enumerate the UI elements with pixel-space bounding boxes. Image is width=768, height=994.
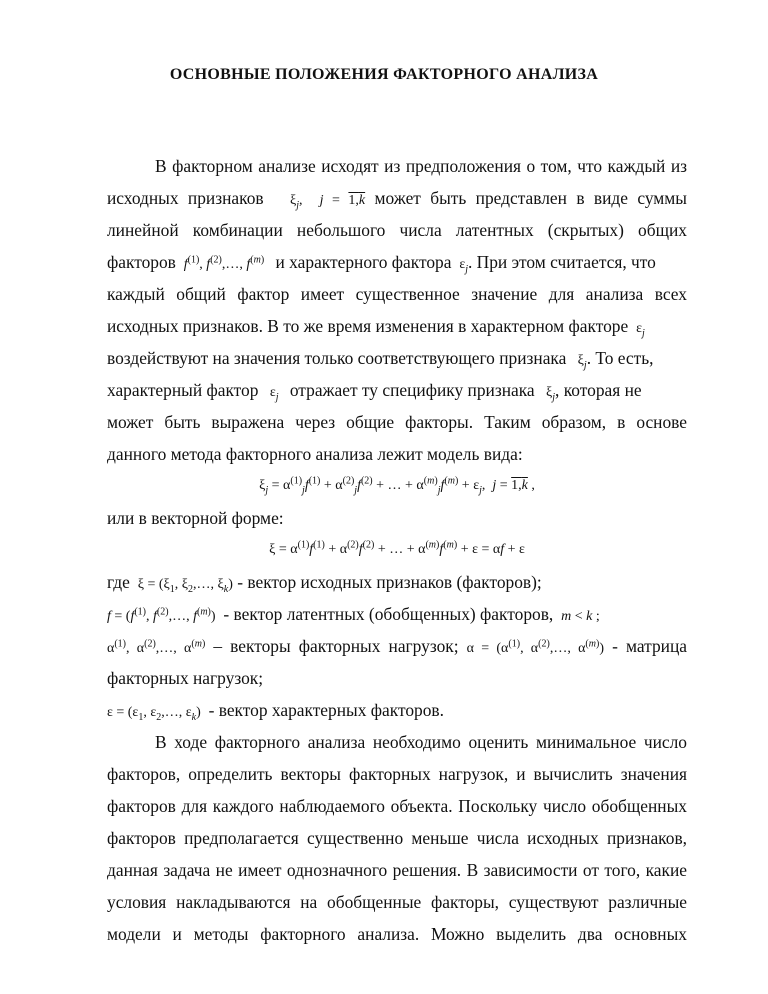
formula: $\alpha^{(1)}$, $\alpha^{(2)},\dots$, $\alpha^{(m)}$ (107, 638, 206, 656)
text-line: может быть выражена через общие факторы. Таким образом, в основе (107, 412, 687, 432)
text-fragment: исходных признаков (107, 188, 264, 208)
formula: $\xi_j$, j = 1,k (272, 193, 366, 211)
formula: $\varepsilon_j$ (632, 321, 645, 339)
formula: $\xi_j$ (570, 353, 587, 371)
text-fragment: , которая не (555, 380, 642, 400)
text-fragment: воздействуют на значения только соответствующего признака (107, 348, 567, 368)
text-line: линейной комбинации небольшого числа латентных (скрытых) общих (107, 220, 687, 240)
text-line (107, 630, 687, 662)
formula: $f = (f^{(1)}$, $f^{(2)},\dots$, $f^{(m)}$) (107, 606, 220, 624)
text-fragment: факторов (107, 252, 176, 272)
text-fragment: - вектор латентных (обобщенных) факторов, (223, 604, 554, 624)
text-fragment: где (107, 572, 130, 592)
text-fragment: и характерного фактора (275, 252, 452, 272)
text-line: факторов, определить векторы факторных нагрузок, и вычислить значения (107, 764, 687, 784)
text-fragment: – векторы факторных нагрузок; (213, 636, 459, 656)
formula: $\varepsilon = (\varepsilon_1$, $\varepsilon_2,\dots$, $\varepsilon_k$) (107, 705, 205, 723)
text-fragment: - матрица (612, 636, 687, 656)
model-formula: $\xi_j = \alpha^{(1)}_jf^{(1)} + \alpha^{(2)}_jf^{(2)}$ + … + $\alpha^{(m)}_jf^{(m)} + \varepsilon_j$, j = 1,k , (259, 475, 535, 496)
text-line: факторных нагрузок; (107, 668, 264, 688)
text-fragment: исходных признаков. В то же время изменения в характерном факторе (107, 316, 629, 336)
text-line: условия накладываются на обобщенные факторы, существуют различные (107, 892, 687, 912)
formula: $\xi_j$ (539, 385, 556, 403)
text-line: факторов предполагается существенно меньше числа исходных признаков, (107, 828, 687, 848)
formula: $f^{(1)}$, $f^{(2)},\dots$, $f^{(m)}$ (183, 254, 265, 272)
text-line: данного метода факторного анализа лежит модель вида: (107, 444, 523, 464)
text-fragment: - вектор характерных факторов. (208, 700, 444, 720)
text-line: В факторном анализе исходят из предположения о том, что каждый из (155, 156, 687, 176)
text-fragment: . При этом считается, что (467, 252, 656, 272)
text-line: модели и методы факторного анализа. Можно выделить два основных (107, 924, 687, 944)
text-line (107, 310, 687, 342)
text-line (107, 246, 687, 278)
text-fragment: отражает ту специфику признака (289, 380, 535, 400)
text-line (107, 598, 687, 630)
formula: m < k ; (561, 609, 600, 624)
formula: $\alpha = (\alpha^{(1)}$, $\alpha^{(2)},\dots$, $\alpha^{(m)}$) (466, 638, 605, 656)
text-line: В ходе факторного анализа необходимо оценить минимальное число (155, 732, 687, 752)
page-title: ОСНОВНЫЕ ПОЛОЖЕНИЯ ФАКТОРНОГО АНАЛИЗА (169, 66, 599, 83)
text-fragment: . То есть, (586, 348, 654, 368)
text-line: данная задача не имеет однозначного решения. В зависимости от того, какие (107, 860, 687, 880)
text-line (107, 694, 687, 726)
text-line (107, 182, 687, 214)
text-fragment: характерный фактор (107, 380, 259, 400)
formula: $\varepsilon_j$ (455, 257, 468, 275)
formula: $\xi = (\xi_1$, $\xi_2,\dots$, $\xi_k$) (134, 577, 233, 595)
text-line (107, 342, 687, 374)
text-fragment: - вектор исходных признаков (факторов); (237, 572, 542, 592)
document-body (107, 150, 687, 950)
text-line (107, 374, 687, 406)
text-line: каждый общий фактор имеет существенное значение для анализа всех (107, 284, 687, 304)
text-line (107, 566, 687, 598)
vector-formula: $\xi = \alpha^{(1)}f^{(1)} + \alpha^{(2)}f^{(2)}$ + … + $\alpha^{(m)}f^{(m)} + \varepsilon = \alpha f + \varepsilon$ (269, 539, 525, 557)
text-fragment: может быть представлен в виде суммы (374, 188, 687, 208)
text-line: или в векторной форме: (107, 508, 284, 528)
text-line: факторов для каждого наблюдаемого объекта. Поскольку число обобщенных (107, 796, 687, 816)
formula: $\varepsilon_j$ (262, 385, 279, 403)
